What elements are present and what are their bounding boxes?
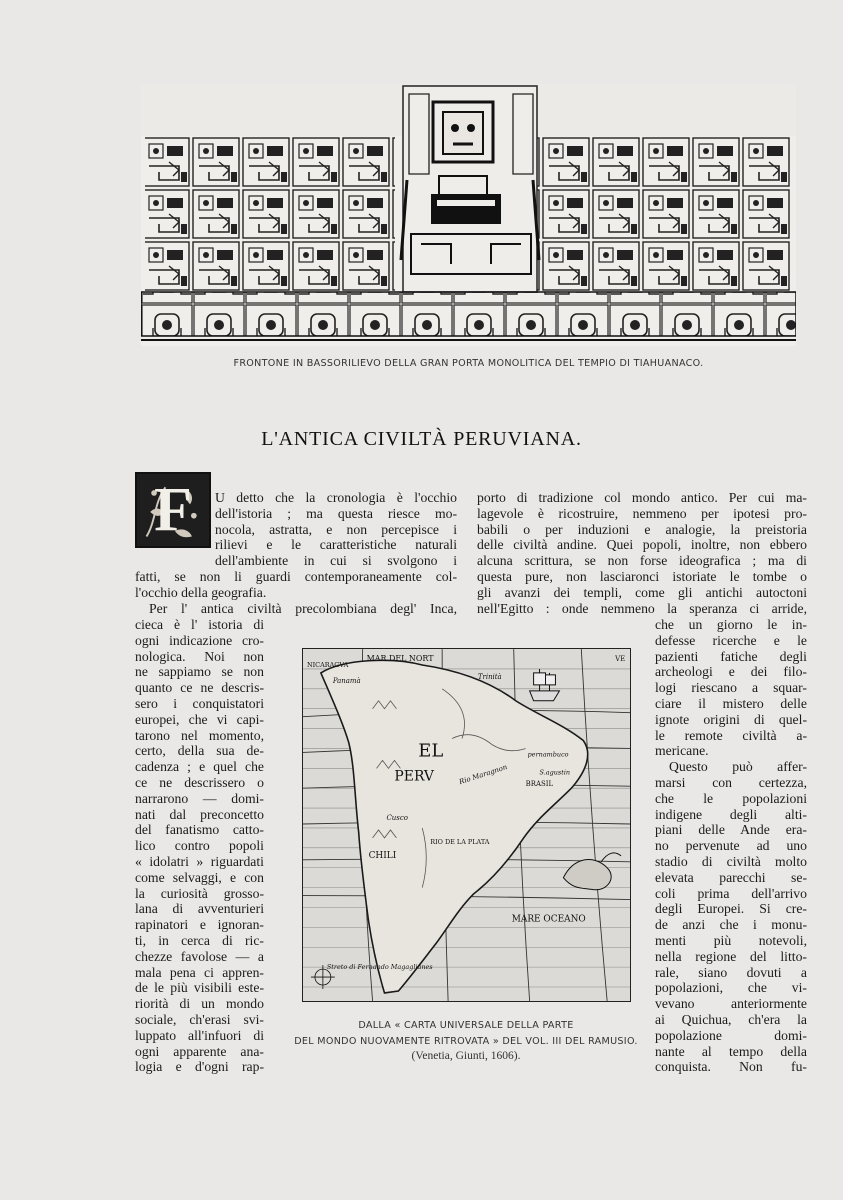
text-line: ogni indicazione cro- [135, 632, 264, 648]
text-line: popolazione domi- [655, 1027, 807, 1043]
text-line: delle civiltà andine. Quei popoli, inoltre, non ebbero [477, 537, 807, 553]
map-label: Cusco [386, 814, 408, 823]
map-label: PERV [394, 768, 434, 785]
right-column-narrow [655, 617, 807, 1075]
text-line: « idolatri » riguardati [135, 853, 264, 869]
text-line: rilievi e le caratteristiche naturali [215, 537, 457, 553]
map-label: Trinità [477, 672, 502, 681]
text-line: indigene degli alti- [655, 806, 807, 822]
map-label: EL [418, 740, 444, 762]
text-line: piani delle Ande era- [655, 822, 807, 838]
map-caption-line: (Venetia, Giunti, 1606). [411, 1050, 521, 1062]
text-line: chezze favolose — a [135, 948, 264, 964]
text-line: sociale, ch'erasi svi- [135, 1011, 264, 1027]
map-label: Rio Maragnon [458, 763, 509, 787]
text-line: ogni apparente ana- [135, 1043, 264, 1059]
text-line: nologica. Noi non [135, 648, 264, 664]
text-line: la curiosità grosso- [135, 885, 264, 901]
text-line: tarono nel momento, [135, 727, 264, 743]
map-engraving [303, 649, 630, 1001]
text-line: Questo può affer- [669, 759, 807, 775]
text-line: defesse ricerche e le [655, 632, 807, 648]
map-label: Streto di Fernando Magaglianes [326, 963, 433, 972]
frieze-illustration [141, 84, 796, 346]
text-line: gli avanzi dei templi, come gli antichi autoctoni [477, 584, 807, 600]
text-line: dell'ambiente in cui si svolgono i [215, 553, 457, 569]
text-line: mericane. [655, 743, 709, 759]
map-caption-line: DEL MONDO NUOVAMENTE RITROVATA » DEL VOL. III DEL RAMUSIO. [294, 1035, 638, 1047]
map-label: pernambuco [527, 750, 569, 759]
text-line: l'occhio della geografia. [135, 584, 267, 600]
text-line: de le più visibili este- [135, 980, 264, 996]
text-line: ce ne descrissero o [135, 774, 264, 790]
text-line: rale, siano dovuti a [655, 964, 807, 980]
text-line: nati dal preconcetto [135, 806, 264, 822]
map-label: BRASIL [525, 780, 554, 789]
map-label: S.agustin [539, 768, 571, 777]
text-line: porto di tradizione col mondo antico. Per cui ma- [477, 490, 807, 505]
text-line: rapinatori e ignoran- [135, 917, 264, 933]
text-line: quanto ce ne descris- [135, 680, 264, 696]
text-line: che le popolazioni [655, 790, 807, 806]
initial-letter: F [154, 476, 192, 544]
text-line: nante al tempo della [655, 1043, 807, 1059]
text-line: pazienti fatiche degli [655, 648, 807, 664]
text-line: sero i conquistatori [135, 695, 264, 711]
text-line: menti più notevoli, [655, 932, 807, 948]
decorated-initial [135, 472, 211, 548]
text-line: nell'Egitto : onde nemmeno la speranza ci arride, [477, 600, 807, 616]
text-line: ai Quichua, ch'era la [655, 1011, 807, 1027]
text-line: archeologi e dei filo- [655, 664, 807, 680]
text-line: narrarono — domi- [135, 790, 264, 806]
left-column-narrow [135, 617, 264, 1075]
text-line: vevano anteriormente [655, 996, 807, 1012]
text-line: che un giorno le in- [655, 617, 807, 632]
text-line: come selvaggi, e con [135, 869, 264, 885]
text-line: no pervenute ad uno [655, 838, 807, 854]
text-line: de anzi che i monu- [655, 917, 807, 933]
south-america-map [302, 648, 631, 1002]
text-line: certo, della sua de- [135, 743, 264, 759]
text-line: riorità di un mondo [135, 996, 264, 1012]
text-line: marsi con certezza, [655, 774, 807, 790]
map-label: VE [615, 655, 626, 664]
text-line: popolazioni, che vi- [655, 980, 807, 996]
text-line: degli Europei. Si cre- [655, 901, 807, 917]
left-column-full [135, 569, 457, 616]
map-caption [280, 1018, 652, 1065]
text-line: lagevole è ricostruire, nemmeno per ipotesi pro- [477, 505, 807, 521]
map-label: MARE OCEANO [511, 914, 586, 925]
text-line: le remote civiltà a- [655, 727, 807, 743]
text-line: logi riescano a squar- [655, 680, 807, 696]
article-title: L'ANTICA CIVILTÀ PERUVIANA. [261, 428, 582, 450]
text-line: cadenza ; e quel che [135, 759, 264, 775]
map-label: MAR DEL NORT [366, 654, 434, 664]
text-line: ti, in cerca di ric- [135, 932, 264, 948]
map-caption-line: DALLA « CARTA UNIVERSALE DELLA PARTE [358, 1020, 574, 1031]
text-line: coli prima dell'arrivo [655, 885, 807, 901]
text-line: cieca è l' istoria di [135, 617, 264, 632]
text-line: conquista. Non fu- [655, 1059, 807, 1075]
text-line: ciare il mistero delle [655, 695, 807, 711]
text-line: luppato all'infuori di [135, 1027, 264, 1043]
text-line: questa pure, non lasciaronci istoriate le tombe o [477, 568, 807, 584]
map-label: NICARAGVA [306, 660, 349, 669]
map-label: RIO DE LA PLATA [430, 837, 490, 846]
map-label: CHILI [368, 850, 397, 861]
frieze-caption: FRONTONE IN BASSORILIEVO DELLA GRAN PORTA MONOLITICA DEL TEMPIO DI TIAHUANACO. [233, 358, 704, 369]
text-line: Per l' antica civiltà precolombiana degl' Inca, [149, 600, 457, 616]
frieze-relief-image [141, 84, 796, 346]
text-line: europei, che vi capi- [135, 711, 264, 727]
text-line: ne sappiamo se non [135, 664, 264, 680]
text-line: lana di avventurieri [135, 901, 264, 917]
text-line: babili o per induzioni e analogie, la preistoria [477, 521, 807, 537]
right-column-top [477, 490, 807, 616]
text-line: ignote origini di quel- [655, 711, 807, 727]
text-line: fatti, se non li guardi contemporaneamente col- [135, 569, 457, 584]
text-line: nella regione del litto- [655, 948, 807, 964]
text-line: alcuna scrittura, se non forse ideografica ; ma di [477, 553, 807, 569]
text-line: U detto che la cronologia è l'occhio [215, 490, 457, 505]
text-line: dell'istoria ; ma questa riesce mo- [215, 505, 457, 521]
text-line: nocola, astratta, e non percepisce i [215, 521, 457, 537]
text-line: logia e d'ogni rap- [135, 1059, 264, 1075]
text-line: mala pena ci appren- [135, 964, 264, 980]
left-column-intro [215, 490, 457, 569]
map-label: Panamà [332, 676, 361, 685]
text-line: del fanatismo catto- [135, 822, 264, 838]
text-line: lico contro popoli [135, 838, 264, 854]
text-line: elevata parecchi se- [655, 869, 807, 885]
text-line: stadio di civiltà molto [655, 853, 807, 869]
